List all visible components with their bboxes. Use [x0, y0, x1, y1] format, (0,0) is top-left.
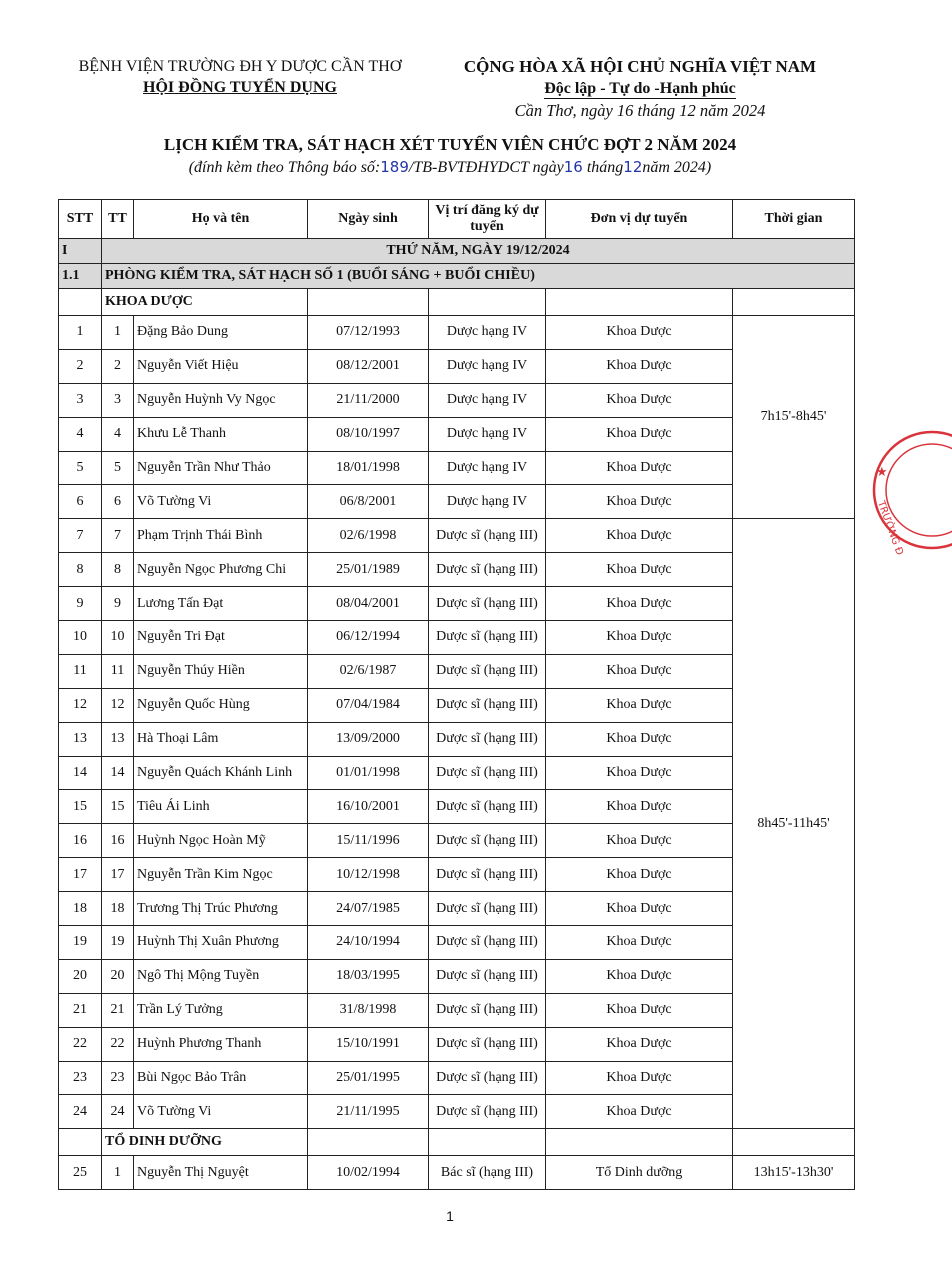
cell-stt: 11	[59, 654, 102, 688]
cell-tt: 24	[102, 1095, 134, 1129]
cell-stt: 14	[59, 756, 102, 790]
cell-tt: 18	[102, 892, 134, 926]
cell-tt: 8	[102, 553, 134, 587]
cell-dob: 08/12/2001	[308, 349, 429, 383]
cell-stt: 23	[59, 1061, 102, 1095]
cell-position: Bác sĩ (hạng III)	[429, 1156, 546, 1190]
cell-stt: 25	[59, 1156, 102, 1190]
col-header-name: Họ và tên	[134, 200, 308, 239]
cell-tt: 23	[102, 1061, 134, 1095]
cell-position: Dược hạng IV	[429, 383, 546, 417]
cell-name: Khưu Lễ Thanh	[134, 417, 308, 451]
cell-position: Dược hạng IV	[429, 451, 546, 485]
cell-position: Dược hạng IV	[429, 349, 546, 383]
cell-unit: Khoa Dược	[546, 316, 733, 350]
col-header-position: Vị trí đăng ký dự tuyển	[429, 200, 546, 239]
col-header-dob: Ngày sinh	[308, 200, 429, 239]
cell-name: Đặng Bảo Dung	[134, 316, 308, 350]
cell-dob: 24/10/1994	[308, 926, 429, 960]
cell-position: Dược sĩ (hạng III)	[429, 824, 546, 858]
cell-stt: 1	[59, 316, 102, 350]
cell-position: Dược sĩ (hạng III)	[429, 993, 546, 1027]
cell-stt: 21	[59, 993, 102, 1027]
cell-stt: 4	[59, 417, 102, 451]
col-header-tt: TT	[102, 200, 134, 239]
cell-stt: 24	[59, 1095, 102, 1129]
group-label: TỔ DINH DƯỠNG	[102, 1129, 308, 1156]
cell-dob: 06/12/1994	[308, 621, 429, 655]
cell-name: Lương Tấn Đạt	[134, 587, 308, 621]
cell-name: Võ Tường Vi	[134, 485, 308, 519]
section-stt: I	[59, 239, 102, 264]
cell-tt: 7	[102, 519, 134, 553]
cell-stt: 22	[59, 1027, 102, 1061]
cell-name: Nguyễn Viết Hiệu	[134, 349, 308, 383]
cell-tt: 5	[102, 451, 134, 485]
cell-name: Nguyễn Thúy Hiền	[134, 654, 308, 688]
cell-dob: 10/12/1998	[308, 858, 429, 892]
cell-unit: Khoa Dược	[546, 417, 733, 451]
cell-unit: Khoa Dược	[546, 959, 733, 993]
cell-unit: Khoa Dược	[546, 553, 733, 587]
cell-stt: 19	[59, 926, 102, 960]
cell-stt: 8	[59, 553, 102, 587]
document-date: Cần Thơ, ngày 16 tháng 12 năm 2024	[514, 101, 766, 120]
cell-position: Dược sĩ (hạng III)	[429, 621, 546, 655]
cell-position: Dược sĩ (hạng III)	[429, 858, 546, 892]
page-number: 1	[446, 1208, 454, 1224]
cell-name: Trần Lý Tưởng	[134, 993, 308, 1027]
cell-name: Hà Thoại Lâm	[134, 722, 308, 756]
cell-position: Dược hạng IV	[429, 485, 546, 519]
group-label: KHOA DƯỢC	[102, 289, 308, 316]
cell-stt: 2	[59, 349, 102, 383]
cell-unit: Khoa Dược	[546, 621, 733, 655]
cell-position: Dược sĩ (hạng III)	[429, 688, 546, 722]
cell-dob: 18/03/1995	[308, 959, 429, 993]
svg-text:TRƯỜNG Đ: TRƯỜNG Đ	[874, 499, 905, 557]
cell-dob: 24/07/1985	[308, 892, 429, 926]
cell-tt: 13	[102, 722, 134, 756]
cell-time-slot: 7h15'-8h45'	[733, 316, 855, 519]
cell-unit: Khoa Dược	[546, 587, 733, 621]
document-title: LỊCH KIỂM TRA, SÁT HẠCH XÉT TUYỂN VIÊN CHỨC ĐỢT 2 NĂM 2024	[163, 135, 737, 154]
empty-cell	[546, 289, 733, 316]
table-row	[59, 316, 855, 350]
col-header-stt: STT	[59, 200, 102, 239]
cell-name: Nguyễn Trần Như Thảo	[134, 451, 308, 485]
cell-name: Nguyễn Thị Nguyệt	[134, 1156, 308, 1190]
cell-unit: Khoa Dược	[546, 688, 733, 722]
cell-position: Dược hạng IV	[429, 417, 546, 451]
handwritten-number: 189	[380, 158, 409, 176]
empty-cell	[59, 289, 102, 316]
cell-position: Dược sĩ (hạng III)	[429, 587, 546, 621]
empty-cell	[308, 289, 429, 316]
cell-stt: 17	[59, 858, 102, 892]
cell-dob: 02/6/1987	[308, 654, 429, 688]
cell-tt: 16	[102, 824, 134, 858]
cell-tt: 15	[102, 790, 134, 824]
cell-tt: 12	[102, 688, 134, 722]
cell-dob: 21/11/1995	[308, 1095, 429, 1129]
cell-position: Dược sĩ (hạng III)	[429, 959, 546, 993]
cell-tt: 2	[102, 349, 134, 383]
cell-stt: 15	[59, 790, 102, 824]
document-subtitle	[0, 158, 900, 177]
empty-cell	[733, 289, 855, 316]
cell-tt: 1	[102, 1156, 134, 1190]
cell-unit: Khoa Dược	[546, 451, 733, 485]
section-label: THỨ NĂM, NGÀY 19/12/2024	[102, 239, 855, 264]
schedule-table	[58, 199, 855, 1190]
empty-cell	[308, 1129, 429, 1156]
cell-tt: 17	[102, 858, 134, 892]
cell-tt: 1	[102, 316, 134, 350]
cell-unit: Khoa Dược	[546, 790, 733, 824]
cell-position: Dược sĩ (hạng III)	[429, 756, 546, 790]
cell-stt: 10	[59, 621, 102, 655]
cell-stt: 7	[59, 519, 102, 553]
org-name: BỆNH VIỆN TRƯỜNG ĐH Y DƯỢC CẦN THƠ	[78, 58, 402, 75]
cell-stt: 5	[59, 451, 102, 485]
cell-dob: 01/01/1998	[308, 756, 429, 790]
cell-name: Nguyễn Quốc Hùng	[134, 688, 308, 722]
cell-name: Huỳnh Phương Thanh	[134, 1027, 308, 1061]
subtitle-part: năm 2024)	[642, 159, 712, 176]
cell-tt: 6	[102, 485, 134, 519]
issuer-block	[40, 56, 440, 98]
cell-unit: Khoa Dược	[546, 926, 733, 960]
cell-dob: 25/01/1995	[308, 1061, 429, 1095]
nation-title: CỘNG HÒA XÃ HỘI CHỦ NGHĨA VIỆT NAM	[463, 57, 817, 76]
group-row-to-dinh-duong	[59, 1129, 855, 1156]
section-label: PHÒNG KIỂM TRA, SÁT HẠCH SỐ 1 (BUỔI SÁNG + BUỔI CHIỀU)	[102, 264, 855, 289]
section-row-day	[59, 239, 855, 264]
cell-name: Ngô Thị Mộng Tuyền	[134, 959, 308, 993]
group-row-khoa-duoc	[59, 289, 855, 316]
cell-name: Nguyễn Tri Đạt	[134, 621, 308, 655]
red-seal-stamp	[862, 430, 952, 557]
cell-name: Bùi Ngọc Bảo Trân	[134, 1061, 308, 1095]
cell-tt: 21	[102, 993, 134, 1027]
cell-tt: 14	[102, 756, 134, 790]
cell-name: Võ Tường Vi	[134, 1095, 308, 1129]
council-name-text: HỘI ĐỒNG TUYỂN DỤNG	[143, 79, 337, 96]
cell-name: Tiêu Ái Linh	[134, 790, 308, 824]
cell-name: Nguyễn Ngọc Phương Chi	[134, 553, 308, 587]
cell-unit: Khoa Dược	[546, 756, 733, 790]
cell-tt: 4	[102, 417, 134, 451]
table-row	[59, 1156, 855, 1190]
cell-unit: Khoa Dược	[546, 519, 733, 553]
cell-unit: Khoa Dược	[546, 993, 733, 1027]
cell-time-slot: 8h45'-11h45'	[733, 519, 855, 1129]
cell-dob: 02/6/1998	[308, 519, 429, 553]
cell-stt: 13	[59, 722, 102, 756]
cell-position: Dược sĩ (hạng III)	[429, 1027, 546, 1061]
cell-position: Dược sĩ (hạng III)	[429, 926, 546, 960]
col-header-unit: Đơn vị dự tuyển	[546, 200, 733, 239]
cell-unit: Tổ Dinh dưỡng	[546, 1156, 733, 1190]
cell-name: Nguyễn Trần Kim Ngọc	[134, 858, 308, 892]
cell-position: Dược sĩ (hạng III)	[429, 519, 546, 553]
cell-dob: 08/10/1997	[308, 417, 429, 451]
cell-unit: Khoa Dược	[546, 858, 733, 892]
table-header-row	[59, 200, 855, 239]
cell-dob: 18/01/1998	[308, 451, 429, 485]
motto: Độc lập - Tự do -Hạnh phúc	[544, 80, 736, 97]
cell-dob: 21/11/2000	[308, 383, 429, 417]
cell-stt: 9	[59, 587, 102, 621]
cell-tt: 10	[102, 621, 134, 655]
cell-position: Dược sĩ (hạng III)	[429, 553, 546, 587]
cell-unit: Khoa Dược	[546, 722, 733, 756]
cell-stt: 18	[59, 892, 102, 926]
empty-cell	[429, 289, 546, 316]
cell-dob: 13/09/2000	[308, 722, 429, 756]
council-name	[40, 77, 440, 98]
cell-dob: 31/8/1998	[308, 993, 429, 1027]
table-row	[59, 519, 855, 553]
empty-cell	[59, 1129, 102, 1156]
cell-stt: 6	[59, 485, 102, 519]
cell-unit: Khoa Dược	[546, 1027, 733, 1061]
handwritten-day: 16	[563, 158, 583, 176]
cell-tt: 3	[102, 383, 134, 417]
cell-name: Huỳnh Ngọc Hoàn Mỹ	[134, 824, 308, 858]
cell-unit: Khoa Dược	[546, 1095, 733, 1129]
cell-position: Dược hạng IV	[429, 316, 546, 350]
national-heading	[430, 56, 850, 122]
cell-unit: Khoa Dược	[546, 824, 733, 858]
cell-name: Nguyễn Quách Khánh Linh	[134, 756, 308, 790]
cell-stt: 3	[59, 383, 102, 417]
cell-dob: 10/02/1994	[308, 1156, 429, 1190]
svg-text:★: ★	[876, 465, 888, 480]
subtitle-part: tháng	[582, 159, 624, 176]
cell-tt: 22	[102, 1027, 134, 1061]
empty-cell	[733, 1129, 855, 1156]
cell-position: Dược sĩ (hạng III)	[429, 654, 546, 688]
cell-stt: 12	[59, 688, 102, 722]
empty-cell	[546, 1129, 733, 1156]
subtitle-part: (đính kèm theo Thông báo số:	[188, 159, 381, 176]
handwritten-month: 12	[623, 158, 643, 176]
cell-position: Dược sĩ (hạng III)	[429, 1095, 546, 1129]
cell-unit: Khoa Dược	[546, 892, 733, 926]
cell-unit: Khoa Dược	[546, 383, 733, 417]
subtitle-part: /TB-BVTĐHYDCT ngày	[408, 159, 564, 176]
cell-name: Phạm Trịnh Thái Bình	[134, 519, 308, 553]
cell-dob: 06/8/2001	[308, 485, 429, 519]
cell-time-slot: 13h15'-13h30'	[733, 1156, 855, 1190]
cell-name: Nguyễn Huỳnh Vy Ngọc	[134, 383, 308, 417]
empty-cell	[429, 1129, 546, 1156]
cell-tt: 11	[102, 654, 134, 688]
cell-name: Trương Thị Trúc Phương	[134, 892, 308, 926]
cell-name: Huỳnh Thị Xuân Phương	[134, 926, 308, 960]
cell-tt: 20	[102, 959, 134, 993]
cell-unit: Khoa Dược	[546, 1061, 733, 1095]
section-stt: 1.1	[59, 264, 102, 289]
cell-tt: 19	[102, 926, 134, 960]
cell-dob: 15/10/1991	[308, 1027, 429, 1061]
cell-dob: 25/01/1989	[308, 553, 429, 587]
cell-unit: Khoa Dược	[546, 485, 733, 519]
cell-tt: 9	[102, 587, 134, 621]
cell-position: Dược sĩ (hạng III)	[429, 790, 546, 824]
cell-dob: 16/10/2001	[308, 790, 429, 824]
cell-dob: 08/04/2001	[308, 587, 429, 621]
cell-position: Dược sĩ (hạng III)	[429, 722, 546, 756]
cell-dob: 15/11/1996	[308, 824, 429, 858]
cell-position: Dược sĩ (hạng III)	[429, 892, 546, 926]
cell-stt: 16	[59, 824, 102, 858]
cell-unit: Khoa Dược	[546, 654, 733, 688]
cell-stt: 20	[59, 959, 102, 993]
cell-dob: 07/12/1993	[308, 316, 429, 350]
cell-position: Dược sĩ (hạng III)	[429, 1061, 546, 1095]
cell-dob: 07/04/1984	[308, 688, 429, 722]
cell-unit: Khoa Dược	[546, 349, 733, 383]
section-row-room	[59, 264, 855, 289]
col-header-time: Thời gian	[733, 200, 855, 239]
